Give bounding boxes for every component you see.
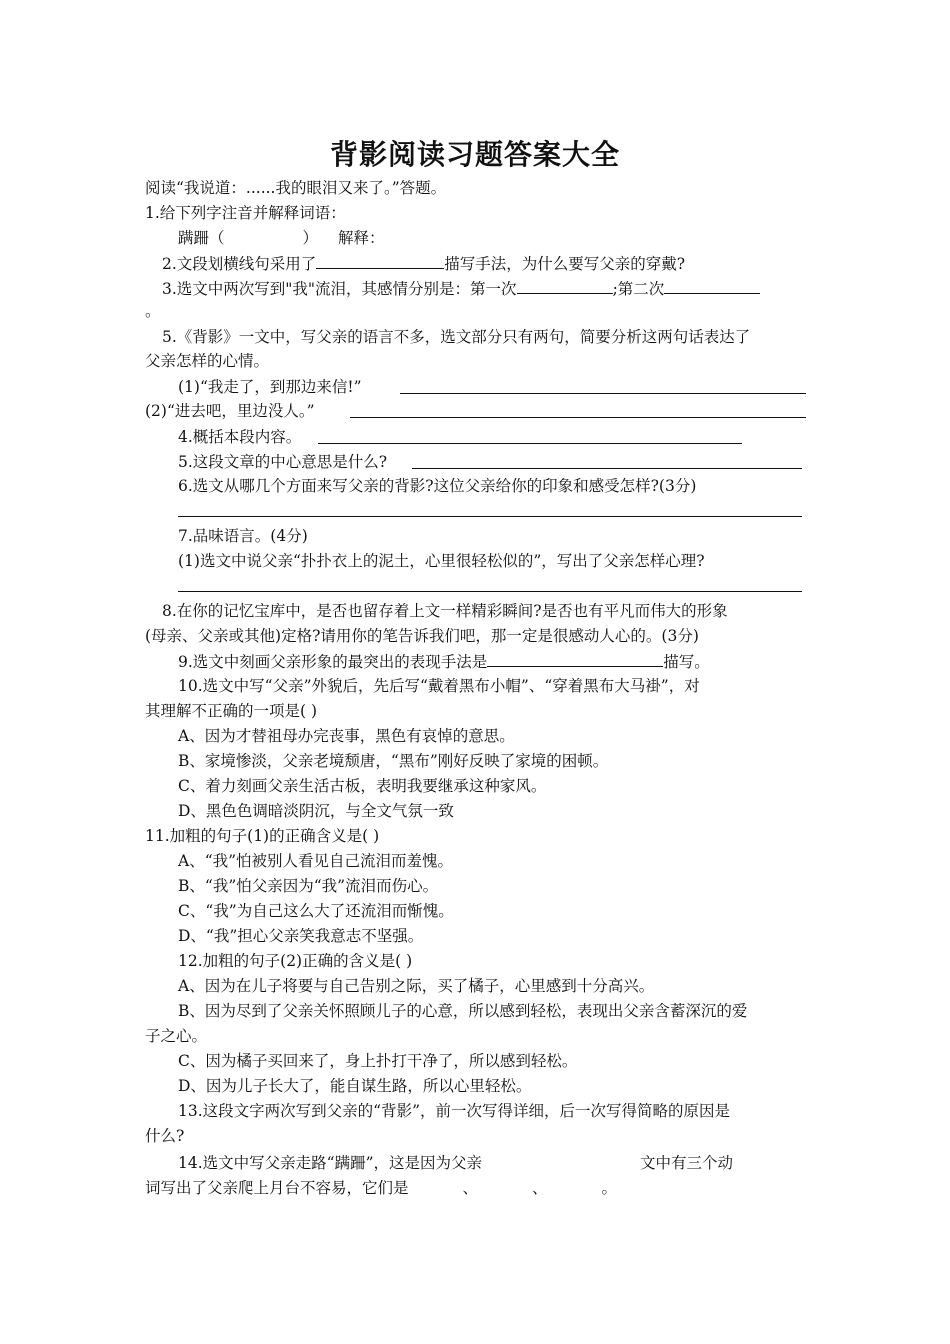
q5-s2-answer-line[interactable] bbox=[350, 417, 806, 418]
q11-option-d: D、“我”担心父亲笑我意志不坚强。 bbox=[178, 927, 424, 945]
q11-text: 11.加粗的句子(1)的正确含义是( ) bbox=[145, 827, 380, 845]
q4-answer-line[interactable] bbox=[318, 443, 742, 444]
q8-line2: (母亲、父亲或其他)定格?请用你的笔告诉我们吧，那一定是很感动人心的。(3分) bbox=[145, 627, 699, 645]
q9-line bbox=[178, 650, 710, 673]
q7-title: 7.品味语言。(4分) bbox=[178, 527, 308, 545]
q14-end: 。 bbox=[601, 1179, 618, 1197]
q13-line2: 什么? bbox=[145, 1127, 185, 1145]
q3-pre: 3.选文中两次写到"我"流泪，其感情分别是：第一次 bbox=[162, 280, 517, 298]
q12-option-a: A、因为在儿子将要与自己告别之际，买了橘子，心里感到十分高兴。 bbox=[178, 977, 655, 995]
q4-text: 4.概括本段内容。 bbox=[178, 428, 302, 446]
q12-option-b-line2: 子之心。 bbox=[145, 1027, 208, 1045]
q2-pre: 2.文段划横线句采用了 bbox=[162, 255, 317, 273]
q9-blank[interactable] bbox=[487, 650, 663, 667]
q6-answer-line[interactable] bbox=[178, 516, 802, 517]
q7-sub1: (1)选文中说父亲“扑扑衣上的泥土，心里很轻松似的”，写出了父亲怎样心理? bbox=[178, 552, 705, 570]
q13-line1: 13.这段文字两次写到父亲的“背影”，前一次写得详细，后一次写得简略的原因是 bbox=[178, 1102, 731, 1120]
q1-close: ） bbox=[302, 229, 319, 247]
q3-blank-1[interactable] bbox=[517, 277, 613, 294]
q10-option-a: A、因为才替祖母办完丧事，黑色有哀悼的意思。 bbox=[178, 727, 515, 745]
q10-option-c: C、着力刻画父亲生活古板，表明我要继承这种家风。 bbox=[178, 777, 547, 795]
q3-line bbox=[162, 277, 760, 300]
q11-option-b: B、“我”怕父亲因为“我”流泪而伤心。 bbox=[178, 877, 439, 895]
q5b-text: 5.这段文章的中心意思是什么? bbox=[178, 453, 388, 471]
q11-option-a: A、“我”怕被别人看见自己流泪而羞愧。 bbox=[178, 852, 454, 870]
q9-pre: 9.选文中刻画父亲形象的最突出的表现手法是 bbox=[178, 653, 488, 671]
q1-text: 1.给下列字注音并解释词语： bbox=[145, 204, 346, 222]
q5-s2: (2)“进去吧，里边没人。” bbox=[145, 402, 315, 420]
q10-line2: 其理解不正确的一项是( ) bbox=[145, 702, 318, 720]
q12-option-d: D、因为儿子长大了，能自谋生路，所以心里轻松。 bbox=[178, 1077, 532, 1095]
q5b-answer-line[interactable] bbox=[412, 468, 802, 469]
q2-post: 描写手法，为什么要写父亲的穿戴? bbox=[444, 255, 686, 273]
q6-text: 6.选文从哪几个方面来写父亲的背影?这位父亲给你的印象和感受怎样?(3分) bbox=[178, 477, 697, 495]
intro-text: 阅读“我说道：......我的眼泪又来了。”答题。 bbox=[145, 179, 447, 197]
q2-blank[interactable] bbox=[316, 252, 444, 269]
q1-word-line bbox=[178, 227, 385, 249]
q2-line bbox=[162, 252, 685, 275]
q3-mid: ;第二次 bbox=[612, 280, 665, 298]
q14-line2 bbox=[145, 1177, 617, 1199]
q12-text: 12.加粗的句子(2)正确的含义是( ) bbox=[178, 952, 413, 970]
q10-option-b: B、家境惨淡，父亲老境颓唐，“黑布”刚好反映了家境的困顿。 bbox=[178, 752, 609, 770]
q5-line2: 父亲怎样的心情。 bbox=[145, 352, 270, 370]
q14-sep-1: 、 bbox=[462, 1179, 479, 1197]
q14-sep-2: 、 bbox=[532, 1179, 548, 1197]
q14-line1 bbox=[178, 1152, 733, 1174]
q10-line1: 10.选文中写“父亲”外貌后，先后写“戴着黑布小帽”、“穿着黑布大马褂”，对 bbox=[178, 677, 700, 695]
q12-option-b-line1: B、因为尽到了父亲关怀照顾儿子的心意，所以感到轻松，表现出父亲含蓄深沉的爱 bbox=[178, 1002, 748, 1020]
q9-post: 描写。 bbox=[663, 653, 710, 671]
q7-answer-line[interactable] bbox=[178, 591, 802, 592]
q5-s1-answer-line[interactable] bbox=[400, 393, 806, 394]
q5-line1: 5.《背影》一文中，写父亲的语言不多，选文部分只有两句，简要分析这两句话表达了 bbox=[162, 328, 751, 346]
page-title: 背影阅读习题答案大全 bbox=[329, 138, 620, 171]
q8-line1: 8.在你的记忆宝库中，是否也留存着上文一样精彩瞬间?是否也有平凡而伟大的形象 bbox=[162, 602, 728, 620]
q10-option-d: D、黑色色调暗淡阴沉，与全文气氛一致 bbox=[178, 802, 454, 820]
q3-end: 。 bbox=[145, 302, 161, 320]
q3-blank-2[interactable] bbox=[664, 277, 760, 294]
q12-option-c: C、因为橘子买回来了，身上扑打干净了，所以感到轻松。 bbox=[178, 1052, 578, 1070]
q11-option-c: C、“我”为自己这么大了还流泪而惭愧。 bbox=[178, 902, 454, 920]
q14-post: 文中有三个动 bbox=[640, 1154, 734, 1172]
q1-explain: 解释： bbox=[338, 229, 385, 247]
q1-word: 蹒跚（ bbox=[178, 229, 225, 247]
q14-pre: 14.选文中写父亲走路“蹒跚”，这是因为父亲 bbox=[178, 1154, 482, 1172]
q5-s1: (1)“我走了，到那边来信!” bbox=[178, 378, 362, 396]
q14-line2-text: 词写出了父亲爬上月台不容易，它们是 bbox=[145, 1179, 409, 1197]
